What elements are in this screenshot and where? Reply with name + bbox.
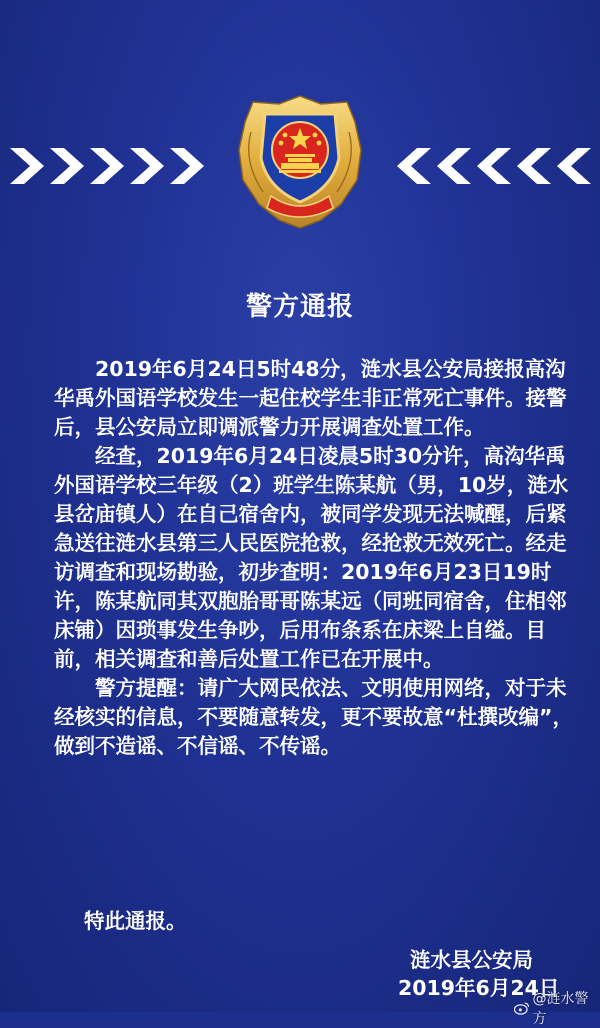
notice-body: [54, 355, 574, 761]
police-emblem: [229, 92, 371, 234]
weibo-watermark: [514, 988, 600, 1028]
notice-title: 警方通报: [245, 292, 354, 322]
signature-organization: 涟水县公安局: [410, 948, 533, 972]
left-chevrons-decoration: [10, 144, 215, 188]
right-chevrons-decoration: [386, 144, 591, 188]
notice-paragraph-1: 2019年6月24日5时48分，涟水县公安局接报高沟华禹外国语学校发生一起住校学生非正常死亡事件。接警后，县公安局立即调派警力开展调查处置工作。: [54, 357, 567, 439]
watermark-text: @涟水警方: [532, 991, 589, 1027]
notice-closing: 特此通报。: [84, 909, 187, 933]
weibo-icon: [514, 1001, 529, 1015]
notice-paragraph-2: 经查，2019年6月24日凌晨5时30分许，高沟华禹外国语学校三年级（2）班学生陈某航（男，10岁，涟水县岔庙镇人）在自己宿舍内，被同学发现无法喊醒，后紧急送往涟水县第三人民医院抢救，经抢救无效死亡。经走访调查和现场勘验，初步查明：2019年6月23日19时许，陈某航同其双胞胎哥哥陈某远（同班同宿舍，住相邻床铺）因琐事发生争吵，后用布条系在床梁上自缢。目前，相关调查和善后处置工作已在开展中。: [54, 444, 569, 671]
notice-paragraph-3: 警方提醒：请广大网民依法、文明使用网络，对于未经核实的信息，不要随意转发，更不要故意“杜撰改编”，做到不造谣、不信谣、不传谣。: [54, 676, 573, 758]
signature-date: 2019年6月24日: [398, 976, 560, 1000]
